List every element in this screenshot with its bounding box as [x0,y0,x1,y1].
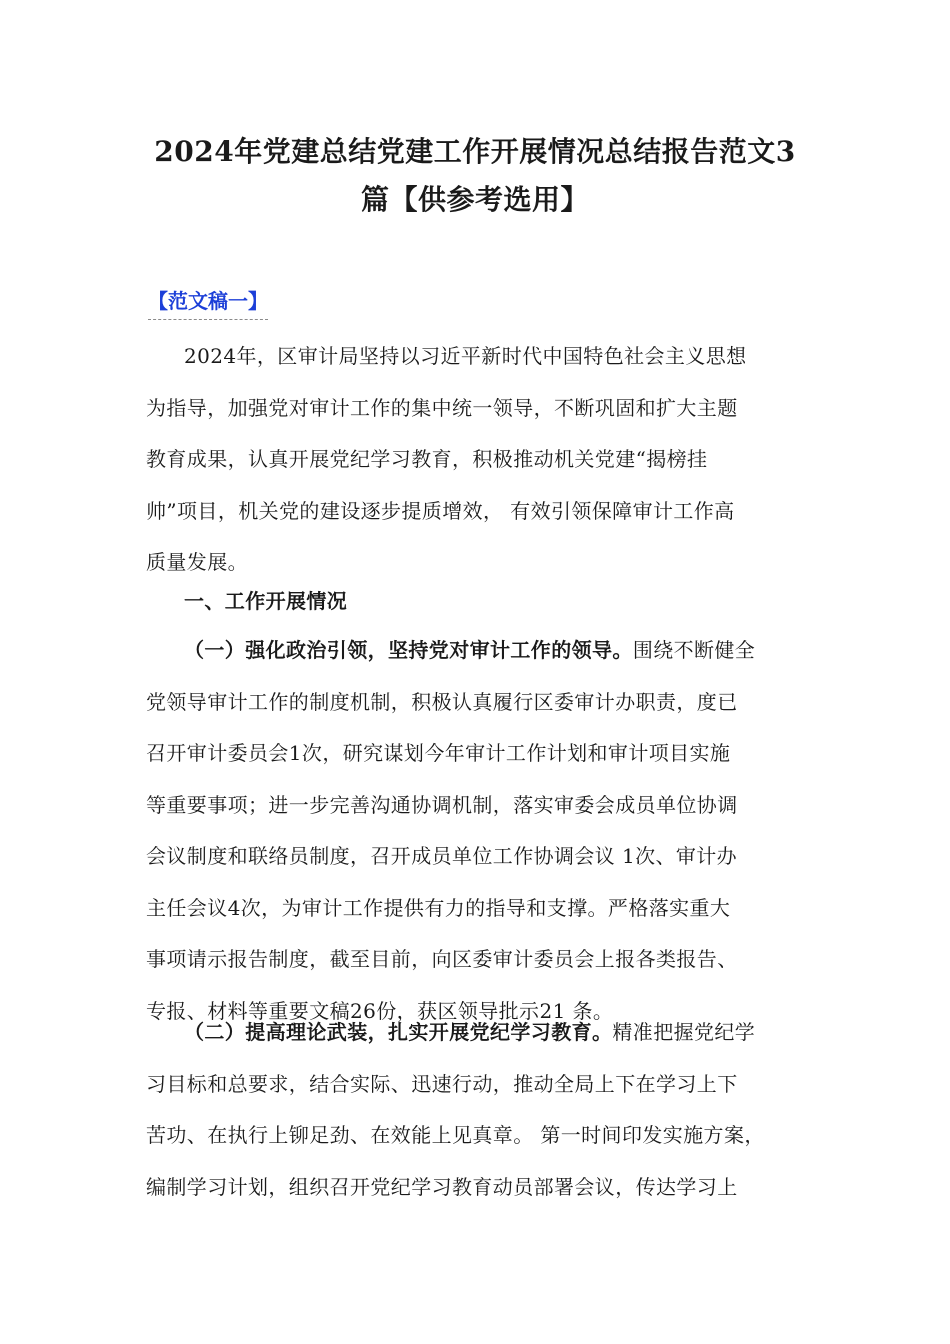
paragraph-line: 质量发展。 [146,550,248,574]
paragraph-intro [146,331,806,589]
paragraph-line: 主任会议4次，为审计工作提供有力的指导和支撑。严格落实重大 [146,895,731,920]
paragraph-line: 帅”项目，机关党的建设逐步提质增效， 有效引领保障审计工作高 [146,498,735,523]
paragraph-line: 2024年，区审计局坚持以习近平新时代中国特色社会主义思想 [184,344,747,368]
paragraph-line: 习目标和总要求，结合实际、迅速行动，推动全局上下在学习上下 [146,1071,738,1096]
paragraph-line: 教育成果，认真开展党纪学习教育，积极推动机关党建“揭榜挂 [146,447,708,471]
paragraph-line: 事项请示报告制度，截至目前，向区委审计委员会上报各类报告、 [146,947,738,971]
paragraph-theory-education [146,1007,806,1213]
paragraph-line: 党领导审计工作的制度机制，积极认真履行区委审计办职责，度已 [146,689,738,714]
paragraph-line: 等重要事项；进一步完善沟通协调机制，落实审委会成员单位协调 [146,792,738,817]
document-title [120,128,830,224]
paragraph-line: 专报、材料等重要文稿26份，获区领导批示21 条。 [146,998,614,1023]
paragraph-line: 召开审计委员会1次，研究谋划今年审计工作计划和审计项目实施 [146,741,731,765]
paragraph-political-guidance [146,625,806,1037]
paragraph-first-line [146,1007,806,1059]
paragraph-line: 会议制度和联络员制度，召开成员单位工作协调会议 1次、审计办 [146,844,738,868]
section-heading: 一、工作开展情况 [184,589,348,613]
title-line-2: 篇【供参考选用】 [360,183,589,216]
paragraph-line: 苦功、在执行上铆足劲、在效能上见真章。 第一时间印发实施方案， [146,1123,765,1147]
paragraph-line: 编制学习计划，组织召开党纪学习教育动员部署会议，传达学习上 [146,1174,738,1199]
paragraph-line: 为指导，加强党对审计工作的集中统一领导，不断巩固和扩大主题 [146,395,738,420]
paragraph-lead: （一）强化政治引领，坚持党对审计工作的领导。 [184,638,633,662]
paragraph-first-line [146,625,806,677]
section-tag: 【范文稿一】 [148,285,268,320]
paragraph-lead: （二）提高理论武装，扎实开展党纪学习教育。 [184,1020,613,1044]
paragraph-lead-rest: 精准把握党纪学 [612,1020,756,1044]
paragraph-lead-rest: 围绕不断健全 [632,638,756,662]
title-line-1: 2024年党建总结党建工作开展情况总结报告范文3 [154,135,796,168]
